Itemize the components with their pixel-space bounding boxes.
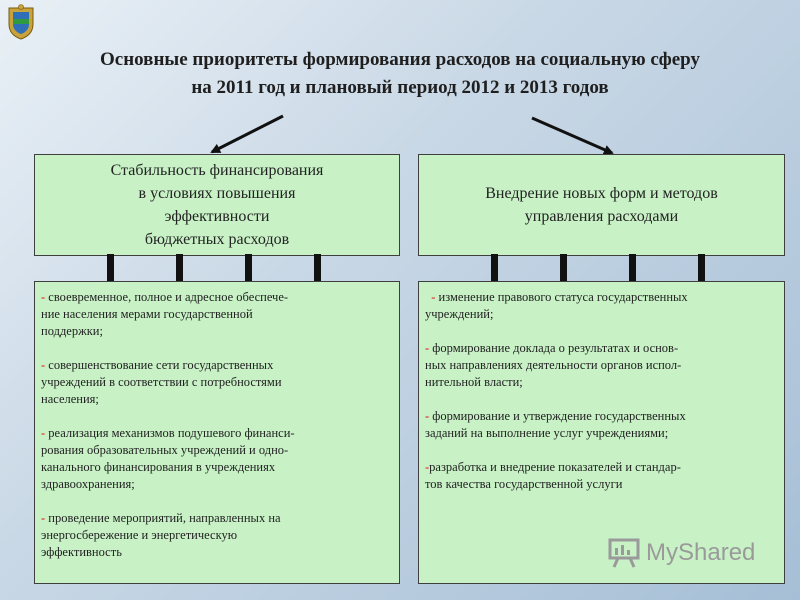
list-item-line xyxy=(41,289,393,306)
list-item-text: формирование и утверждение государственных xyxy=(429,409,686,423)
list-item-line: энергосбережение и энергетическую xyxy=(41,528,238,542)
list-item-line: учреждений; xyxy=(425,307,494,321)
list-item xyxy=(41,510,393,561)
title-line-2: на 2011 год и плановый период 2012 и 2013 годов xyxy=(191,77,609,98)
list-item xyxy=(425,289,778,323)
list-item-line: рования образовательных учреждений и одно- xyxy=(41,443,289,457)
watermark xyxy=(608,538,755,568)
list-item-line: эффективность xyxy=(41,545,122,559)
connector xyxy=(245,254,252,282)
arrow-right xyxy=(532,118,612,153)
connector xyxy=(560,254,567,282)
slide-title xyxy=(0,46,800,102)
list-item-text: формирование доклада о результатах и основ- xyxy=(429,341,679,355)
bullet-dash: - xyxy=(41,426,46,440)
list-item-line xyxy=(41,425,393,442)
list-item-line xyxy=(425,408,778,425)
connector xyxy=(698,254,705,282)
connector xyxy=(176,254,183,282)
list-item-text: изменение правового статуса государственных xyxy=(435,290,688,304)
list-item-line xyxy=(41,357,393,374)
connector xyxy=(107,254,114,282)
right-header-line: Внедрение новых форм и методов xyxy=(485,185,718,202)
list-item-line xyxy=(425,289,778,306)
list-item-line: здравоохранения; xyxy=(41,477,135,491)
list-item-text: совершенствование сети государственных xyxy=(45,358,274,372)
list-item-line xyxy=(41,510,393,527)
list-item-text: своевременное, полное и адресное обеспече- xyxy=(45,290,289,304)
left-header-line: эффективности xyxy=(164,208,270,225)
connector xyxy=(314,254,321,282)
list-item xyxy=(425,340,778,391)
list-item-text: разработка и внедрение показателей и стандар- xyxy=(429,460,681,474)
presentation-icon xyxy=(608,538,640,568)
right-header-line: управления расходами xyxy=(524,208,679,225)
list-item-line: ных направлениях деятельности органов испол- xyxy=(425,358,682,372)
list-item-line: поддержки; xyxy=(41,324,103,338)
list-item-line xyxy=(425,459,778,476)
connector xyxy=(491,254,498,282)
list-item-line: ние населения мерами государственной xyxy=(41,307,253,321)
list-item-line: нительной власти; xyxy=(425,375,523,389)
bullet-dash: - xyxy=(41,358,46,372)
list-item-line: населения; xyxy=(41,392,99,406)
right-header-box xyxy=(418,154,785,256)
left-list-box xyxy=(34,281,400,584)
bullet-dash: - xyxy=(41,290,46,304)
bullet-dash: - xyxy=(425,460,430,474)
list-item xyxy=(41,289,393,340)
bullet-dash: - xyxy=(425,290,436,304)
list-item-line: канального финансирования в учреждениях xyxy=(41,460,276,474)
left-header-line: бюджетных расходов xyxy=(144,231,290,248)
coat-of-arms-icon xyxy=(6,4,36,40)
arrow-left xyxy=(212,116,283,152)
list-item xyxy=(41,425,393,493)
list-item xyxy=(41,357,393,408)
watermark-text: MyShared xyxy=(646,539,756,566)
left-header-line: в условиях повышения xyxy=(138,185,296,202)
left-header-box xyxy=(34,154,400,256)
list-item xyxy=(425,408,778,442)
list-item-text: реализация механизмов подушевого финанси- xyxy=(45,426,295,440)
list-item-text: проведение мероприятий, направленных на xyxy=(45,511,281,525)
list-item xyxy=(425,459,778,493)
list-item-line: учреждений в соответствии с потребностями xyxy=(41,375,282,389)
left-header-line: Стабильность финансирования xyxy=(110,162,324,179)
bullet-dash: - xyxy=(425,409,430,423)
connector xyxy=(629,254,636,282)
list-item-line: тов качества государственной услуги xyxy=(425,477,623,491)
list-item-line: заданий на выполнение услуг учреждениями; xyxy=(425,426,669,440)
list-item-line xyxy=(425,340,778,357)
bullet-dash: - xyxy=(41,511,46,525)
bullet-dash: - xyxy=(425,341,430,355)
title-line-1: Основные приоритеты формирования расходов на социальную сферу xyxy=(100,49,700,70)
